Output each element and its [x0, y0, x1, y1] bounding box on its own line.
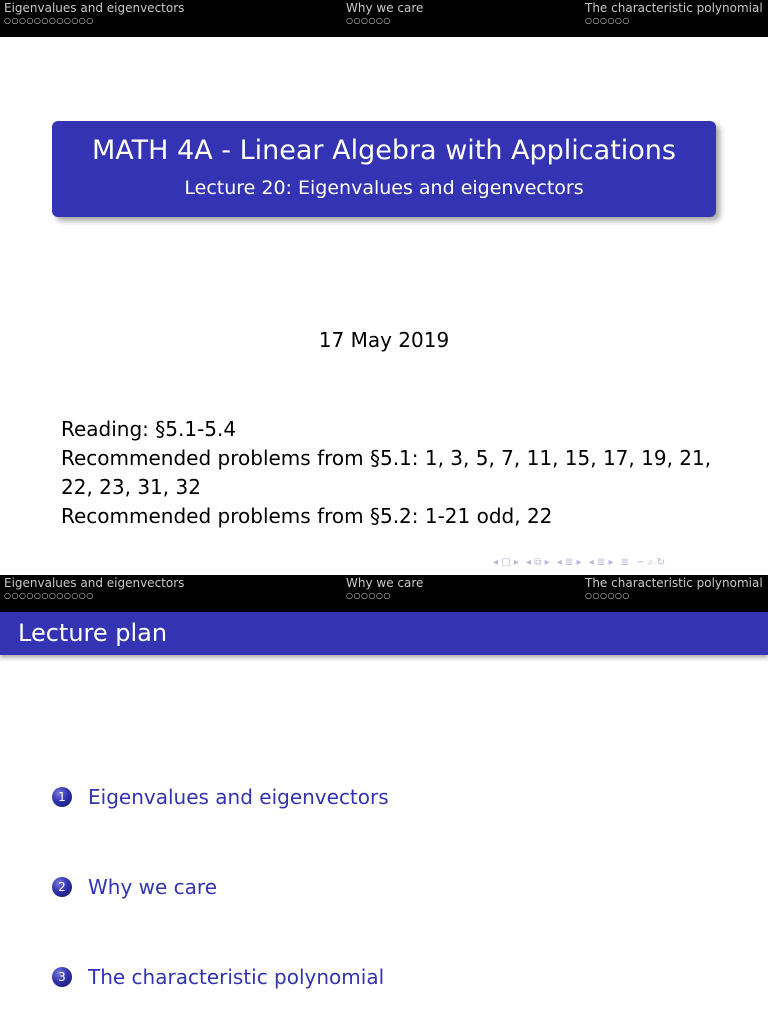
appendix-nav-icon[interactable]: ≣ — [620, 557, 630, 568]
document-nav-icon[interactable]: ◂ ≣ ▸ — [588, 557, 614, 568]
frame-title-bar — [0, 612, 768, 655]
nav-section-eigenvalues[interactable]: Eigenvalues and eigenvectors — [4, 576, 185, 590]
search-nav-icon[interactable]: ∽ ⌕ ↻ — [636, 557, 666, 568]
outline-item-label: The characteristic polynomial — [88, 965, 385, 989]
nav-frame-dots[interactable]: ○○○○○○ — [585, 16, 630, 25]
presentation-date: 17 May 2019 — [318, 328, 450, 352]
navigation-bar — [0, 575, 768, 612]
outline-item-label: Eigenvalues and eigenvectors — [88, 785, 389, 809]
beamer-navigation-symbols — [493, 556, 761, 570]
outline-item-label: Why we care — [88, 875, 218, 899]
title-block — [52, 121, 716, 217]
nav-frame-dots[interactable]: ○○○○○○ — [585, 591, 630, 600]
frame-title: Lecture plan — [18, 619, 168, 647]
nav-frame-dots[interactable]: ○○○○○○ — [346, 591, 391, 600]
nav-frame-dots[interactable]: ○○○○○○○○○○○○ — [4, 16, 94, 25]
reading-line: Reading: §5.1-5.4 — [61, 417, 237, 441]
nav-section-eigenvalues[interactable]: Eigenvalues and eigenvectors — [4, 1, 185, 15]
section-number-ball-icon: 3 — [52, 967, 72, 987]
problems-line: Recommended problems from §5.2: 1-21 odd, 22 — [61, 504, 553, 528]
section-number-ball-icon: 1 — [52, 787, 72, 807]
reading-notes — [61, 415, 721, 531]
problems-line: Recommended problems from §5.1: 1, 3, 5, 7, 11, 15, 17, 19, 21, — [61, 446, 712, 470]
problems-line-continued: 22, 23, 31, 32 — [61, 475, 201, 499]
subsection-nav-icon[interactable]: ◂ ⧉ ▸ — [526, 557, 550, 568]
presentation-title: MATH 4A - Linear Algebra with Applications — [92, 135, 676, 166]
nav-section-why-we-care[interactable]: Why we care — [346, 576, 424, 590]
nav-section-characteristic-polynomial[interactable]: The characteristic polynomial — [585, 1, 763, 15]
navigation-bar — [0, 0, 768, 37]
nav-section-characteristic-polynomial[interactable]: The characteristic polynomial — [585, 576, 763, 590]
lecture-plan-slide — [0, 575, 768, 1024]
presentation-subtitle: Lecture 20: Eigenvalues and eigenvectors — [184, 177, 584, 199]
section-nav-icon[interactable]: ◂ ≣ ▸ — [556, 557, 582, 568]
section-number-ball-icon: 2 — [52, 877, 72, 897]
nav-section-why-we-care[interactable]: Why we care — [346, 1, 424, 15]
nav-frame-dots[interactable]: ○○○○○○○○○○○○ — [4, 591, 94, 600]
frame-nav-icon[interactable]: ◂ □ ▸ — [493, 557, 519, 568]
nav-frame-dots[interactable]: ○○○○○○ — [346, 16, 391, 25]
